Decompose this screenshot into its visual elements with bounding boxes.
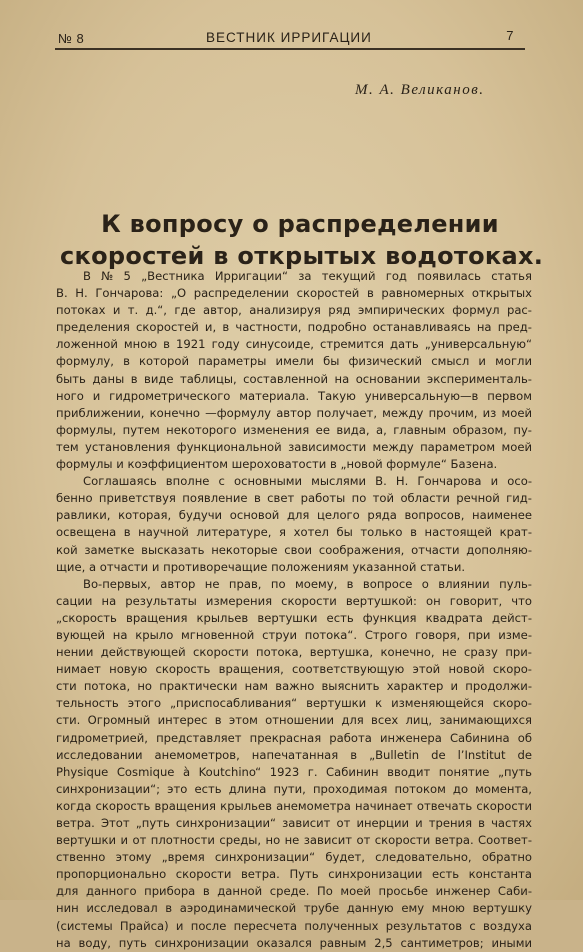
body-line: сации на результаты измерения скорости вертушкой: он говорит, что — [56, 593, 532, 608]
body-line: сти. Огромный интерес в этом отношении для всех лиц, занимающихся — [56, 713, 532, 728]
issue-number: № 8 — [58, 31, 85, 46]
body-line: „скорость вращения крыльев вертушки есть функция квадрата дейст- — [56, 610, 532, 625]
body-line: ветра. Этот „путь синхронизации“ зависит от инерции и трения в частях — [56, 816, 532, 830]
article-title-line-2: скоростей в открытых водотоках. — [60, 242, 544, 270]
body-line: Во-первых, автор не прав, по моему, в вопросе о влиянии пуль- — [83, 576, 532, 591]
article-title — [60, 208, 544, 272]
body-line: формулы и коэффициентом шероховатости в „новой формуле“ Базена. — [56, 457, 498, 472]
body-line: вующей на крыло мгновенной струи потока“. Строго говоря, при изме- — [56, 627, 532, 642]
body-line: синхронизации“; это есть длина пути, проходимая потоком до момента, — [56, 781, 532, 796]
running-header — [58, 28, 526, 50]
body-line: когда скорость вращения крыльев анемометра начинает отвечать скорости — [56, 798, 532, 813]
body-line: исследовании анемометров, напечатанная в „Bulletin de l’Institut de — [56, 747, 532, 762]
article-title-line-1: К вопросу о распределении — [101, 210, 499, 238]
body-line: Physique Cosmique à Koutchino“ 1923 г. Сабинин вводит понятие „путь — [56, 764, 532, 779]
body-line: кой заметке высказать некоторые свои соображения, отчасти дополняю- — [56, 542, 532, 557]
page-number: 7 — [506, 28, 514, 43]
body-line: пределения скоростей и, в частности, подробно останавливаясь на пред- — [56, 320, 532, 335]
body-line: Соглашаясь вполне с основными мыслями В. Н. Гончарова и осо- — [83, 474, 532, 489]
body-line: пропорционально скорости ветра. Путь синхронизации есть константа — [56, 867, 532, 882]
body-line: для данного прибора в данной среде. По моей просьбе инженер Саби- — [56, 884, 532, 899]
body-line: бенно приветствуя появление в свет работы по той области речной гид- — [56, 491, 532, 506]
body-line: нин исследовал в аэродинамической трубе данную ему мною вертушку — [56, 901, 532, 916]
body-line: формулы, путем некоторого изменения ее вида, а, главным образом, пу- — [56, 422, 532, 437]
body-line: приближении, конечно —формулу автор получает, между прочим, из моей — [56, 405, 532, 420]
body-line: ного и гидрометрического материала. Такую универсальную—в первом — [56, 388, 532, 403]
body-line: сти потока, но практически нам важно выяснить характер и продолжи- — [56, 679, 532, 694]
body-line: освещена в научной литературе, я хотел бы только в настоящей крат- — [56, 525, 532, 540]
body-line: вертушки и от плотности среды, но не зависит от скорости ветра. Соответ- — [56, 833, 532, 848]
article-body — [56, 268, 532, 952]
body-line: быть даны в виде таблицы, составленной на основании эксперименталь- — [56, 371, 532, 386]
body-line: щие, а отчасти и противоречащие положениям указанной статьи. — [56, 559, 466, 574]
body-line: равлики, которая, будучи основой для целого ряда вопросов, наименее — [56, 508, 532, 523]
header-rule — [55, 48, 525, 50]
body-line: В. Н. Гончарова: „О распределении скоростей в равномерных открытых — [56, 286, 532, 301]
author-name: М. А. Великанов. — [355, 82, 485, 98]
body-line: на воду, путь синхронизации оказался равным 2,5 сантиметров; иными — [56, 935, 532, 950]
body-line: формулу, в которой параметры имели бы физический смысл и могли — [56, 354, 532, 369]
body-line: потоках и т. д.“, где автор, анализируя ряд эмпирических формул рас- — [56, 303, 532, 318]
body-line: гидрометрией, представляет прекрасная работа инженера Сабинина об — [56, 730, 532, 745]
body-line: (системы Прайса) и после пересчета полученных результатов с воздуха — [56, 918, 532, 933]
body-line: нимает новую скорость вращения, соответствующую этой новой скоро- — [56, 662, 532, 677]
journal-title: ВЕСТНИК ИРРИГАЦИИ — [206, 30, 372, 45]
body-line: В № 5 „Вестника Ирригации“ за текущий год появилась статья — [83, 269, 532, 283]
body-line: ложенной мною в 1921 году синусоиде, стремится дать „универсальную“ — [56, 337, 532, 352]
body-line: ственно этому „время синхронизации“ будет, следовательно, обратно — [56, 850, 532, 865]
body-line: нении действующей скорости потока, вертушка, конечно, не сразу при- — [56, 645, 532, 660]
body-line: тем установления функциональной зависимости между параметром моей — [56, 439, 532, 454]
body-line: тельность этого „приспосабливания“ вертушки к изменяющейся скоро- — [56, 696, 532, 711]
